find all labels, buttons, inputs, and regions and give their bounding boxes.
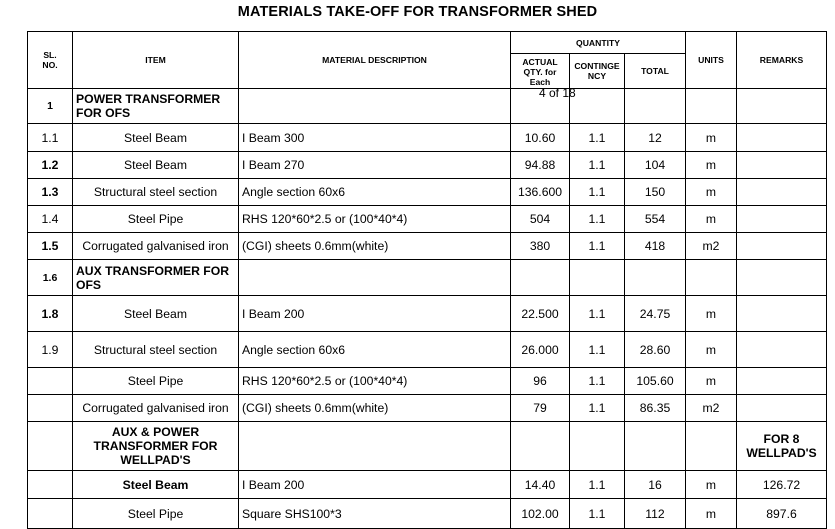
section-row (28, 89, 827, 124)
section-row (28, 422, 827, 471)
remarks-cell: 126.72 (737, 471, 827, 499)
page-indicator: 4 of 18 (539, 86, 576, 100)
contingency-cell: 1.1 (570, 124, 625, 152)
table-row (28, 332, 827, 368)
header-item: ITEM (73, 32, 239, 89)
units-cell: m2 (686, 233, 737, 260)
table-row (28, 206, 827, 233)
actual-qty-cell (511, 260, 570, 296)
actual-qty-cell: 22.500 (511, 296, 570, 332)
sl-no-cell (28, 422, 73, 471)
units-cell: m2 (686, 395, 737, 422)
units-cell: m (686, 124, 737, 152)
actual-qty-cell: 96 (511, 368, 570, 395)
item-cell: Steel Beam (73, 471, 239, 499)
actual-qty-cell: 79 (511, 395, 570, 422)
description-cell: RHS 120*60*2.5 or (100*40*4) (239, 206, 511, 233)
description-cell (239, 422, 511, 471)
remarks-cell (737, 260, 827, 296)
total-cell: 86.35 (625, 395, 686, 422)
total-cell: 150 (625, 179, 686, 206)
header-row-top (28, 32, 827, 54)
remarks-cell (737, 332, 827, 368)
table-row (28, 296, 827, 332)
total-cell (625, 89, 686, 124)
item-cell: Steel Pipe (73, 368, 239, 395)
remarks-cell (737, 368, 827, 395)
units-cell (686, 422, 737, 471)
contingency-cell (570, 260, 625, 296)
remarks-cell (737, 233, 827, 260)
actual-qty-cell: 102.00 (511, 499, 570, 529)
item-cell: Steel Pipe (73, 499, 239, 529)
units-cell: m (686, 152, 737, 179)
table-row (28, 471, 827, 499)
total-cell: 24.75 (625, 296, 686, 332)
header-remarks: REMARKS (737, 32, 827, 89)
contingency-cell (570, 422, 625, 471)
remarks-cell (737, 206, 827, 233)
total-cell: 418 (625, 233, 686, 260)
total-cell (625, 260, 686, 296)
materials-table (27, 31, 827, 529)
item-cell: POWER TRANSFORMER FOR OFS (73, 89, 239, 124)
total-cell: 112 (625, 499, 686, 529)
remarks-cell: FOR 8 WELLPAD'S (737, 422, 827, 471)
units-cell (686, 260, 737, 296)
sl-no-cell: 1.2 (28, 152, 73, 179)
contingency-cell: 1.1 (570, 179, 625, 206)
units-cell: m (686, 471, 737, 499)
contingency-cell: 1.1 (570, 206, 625, 233)
sl-no-cell (28, 395, 73, 422)
sl-no-cell (28, 368, 73, 395)
total-cell: 104 (625, 152, 686, 179)
table-row (28, 395, 827, 422)
table-row (28, 152, 827, 179)
table-row (28, 233, 827, 260)
units-cell: m (686, 206, 737, 233)
actual-qty-cell: 26.000 (511, 332, 570, 368)
total-cell: 105.60 (625, 368, 686, 395)
description-cell: I Beam 270 (239, 152, 511, 179)
header-actual-qty: ACTUAL QTY. for Each (511, 54, 570, 89)
header-contingency: CONTINGE NCY (570, 54, 625, 89)
header-quantity: QUANTITY (511, 32, 686, 54)
contingency-cell: 1.1 (570, 395, 625, 422)
sl-no-cell: 1.1 (28, 124, 73, 152)
sl-no-cell: 1.5 (28, 233, 73, 260)
description-cell: Square SHS100*3 (239, 499, 511, 529)
item-cell: Structural steel section (73, 179, 239, 206)
contingency-cell: 1.1 (570, 233, 625, 260)
description-cell: RHS 120*60*2.5 or (100*40*4) (239, 368, 511, 395)
item-cell: AUX & POWER TRANSFORMER FOR WELLPAD'S (73, 422, 239, 471)
description-cell: I Beam 200 (239, 296, 511, 332)
table-row (28, 179, 827, 206)
contingency-cell (570, 89, 625, 124)
remarks-cell: 897.6 (737, 499, 827, 529)
description-cell: (CGI) sheets 0.6mm(white) (239, 395, 511, 422)
table-row (28, 124, 827, 152)
description-cell (239, 89, 511, 124)
table-body (28, 89, 827, 529)
item-cell: Corrugated galvanised iron (73, 395, 239, 422)
contingency-cell: 1.1 (570, 368, 625, 395)
total-cell: 16 (625, 471, 686, 499)
header-material-description: MATERIAL DESCRIPTION (239, 32, 511, 89)
actual-qty-cell: 10.60 (511, 124, 570, 152)
sl-no-cell: 1.4 (28, 206, 73, 233)
description-cell: I Beam 200 (239, 471, 511, 499)
units-cell: m (686, 332, 737, 368)
actual-qty-cell: 504 (511, 206, 570, 233)
remarks-cell (737, 124, 827, 152)
units-cell: m (686, 368, 737, 395)
sl-no-cell (28, 499, 73, 529)
remarks-cell (737, 395, 827, 422)
item-cell: Steel Beam (73, 152, 239, 179)
units-cell: m (686, 296, 737, 332)
header-sl-no: SL. NO. (28, 32, 73, 89)
total-cell: 554 (625, 206, 686, 233)
units-cell: m (686, 179, 737, 206)
sl-no-cell: 1.3 (28, 179, 73, 206)
description-cell: (CGI) sheets 0.6mm(white) (239, 233, 511, 260)
item-cell: Corrugated galvanised iron (73, 233, 239, 260)
sl-no-cell: 1 (28, 89, 73, 124)
section-row (28, 260, 827, 296)
remarks-cell (737, 296, 827, 332)
remarks-cell (737, 152, 827, 179)
total-cell: 12 (625, 124, 686, 152)
total-cell (625, 422, 686, 471)
contingency-cell: 1.1 (570, 499, 625, 529)
actual-qty-cell (511, 422, 570, 471)
header-total: TOTAL (625, 54, 686, 89)
contingency-cell: 1.1 (570, 296, 625, 332)
sl-no-cell: 1.8 (28, 296, 73, 332)
sl-no-cell: 1.9 (28, 332, 73, 368)
actual-qty-cell: 380 (511, 233, 570, 260)
units-cell (686, 89, 737, 124)
description-cell: Angle section 60x6 (239, 332, 511, 368)
actual-qty-cell: 136.600 (511, 179, 570, 206)
contingency-cell: 1.1 (570, 471, 625, 499)
contingency-cell: 1.1 (570, 332, 625, 368)
description-cell: I Beam 300 (239, 124, 511, 152)
item-cell: Steel Beam (73, 124, 239, 152)
sl-no-cell: 1.6 (28, 260, 73, 296)
actual-qty-cell: 14.40 (511, 471, 570, 499)
sl-no-cell (28, 471, 73, 499)
item-cell: Structural steel section (73, 332, 239, 368)
total-cell: 28.60 (625, 332, 686, 368)
remarks-cell (737, 179, 827, 206)
item-cell: Steel Pipe (73, 206, 239, 233)
table-row (28, 499, 827, 529)
actual-qty-cell: 94.88 (511, 152, 570, 179)
units-cell: m (686, 499, 737, 529)
description-cell: Angle section 60x6 (239, 179, 511, 206)
description-cell (239, 260, 511, 296)
remarks-cell (737, 89, 827, 124)
table-row (28, 368, 827, 395)
contingency-cell: 1.1 (570, 152, 625, 179)
header-units: UNITS (686, 32, 737, 89)
item-cell: AUX TRANSFORMER FOR OFS (73, 260, 239, 296)
item-cell: Steel Beam (73, 296, 239, 332)
document-title: MATERIALS TAKE-OFF FOR TRANSFORMER SHED (237, 4, 598, 20)
